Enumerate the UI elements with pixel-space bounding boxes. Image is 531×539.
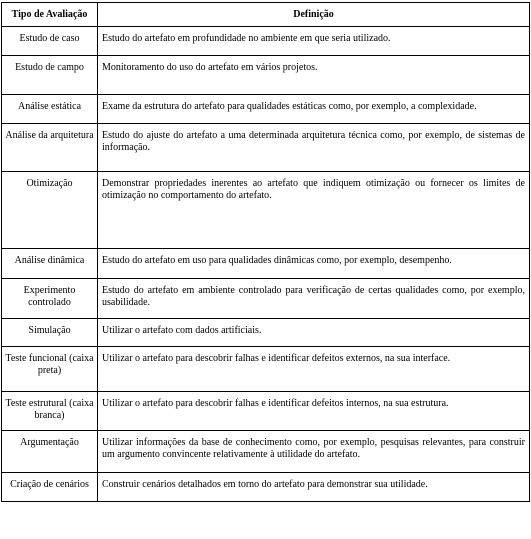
table-row bbox=[2, 27, 530, 56]
row-definition: Construir cenários detalhados em torno do artefato para demonstrar sua utilidade. bbox=[98, 473, 530, 502]
row-term: Criação de cenários bbox=[2, 473, 98, 502]
row-definition: Utilizar o artefato para descobrir falhas e identificar defeitos externos, na sua interface. bbox=[98, 347, 530, 392]
table-row bbox=[2, 124, 530, 172]
row-definition: Monitoramento do uso do artefato em vários projetos. bbox=[98, 56, 530, 95]
row-definition: Estudo do artefato em profundidade no ambiente em que seria utilizado. bbox=[98, 27, 530, 56]
table-header-row bbox=[2, 3, 530, 27]
table-row bbox=[2, 347, 530, 392]
table-row bbox=[2, 319, 530, 347]
row-term: Simulação bbox=[2, 319, 98, 347]
table-row bbox=[2, 172, 530, 249]
evaluation-types-table bbox=[1, 2, 530, 502]
header-definition: Definição bbox=[98, 3, 530, 27]
row-definition: Exame da estrutura do artefato para qualidades estáticas como, por exemplo, a complexidade. bbox=[98, 95, 530, 124]
table-row bbox=[2, 431, 530, 473]
row-definition: Utilizar o artefato para descobrir falhas e identificar defeitos internos, na sua estrutura. bbox=[98, 392, 530, 431]
row-definition: Estudo do artefato em ambiente controlado para verificação de certas qualidades como, por exemplo, usabilidade. bbox=[98, 279, 530, 319]
row-term: Análise dinâmica bbox=[2, 249, 98, 279]
row-definition: Utilizar o artefato com dados artificiais. bbox=[98, 319, 530, 347]
row-term: Teste funcional (caixa preta) bbox=[2, 347, 98, 392]
row-definition: Estudo do artefato em uso para qualidades dinâmicas como, por exemplo, desempenho. bbox=[98, 249, 530, 279]
table-row bbox=[2, 56, 530, 95]
table-row bbox=[2, 95, 530, 124]
table-row bbox=[2, 392, 530, 431]
row-term: Argumentação bbox=[2, 431, 98, 473]
table-row bbox=[2, 279, 530, 319]
row-term: Otimização bbox=[2, 172, 98, 249]
row-definition: Utilizar informações da base de conhecimento como, por exemplo, pesquisas relevantes, para construir um argumento convincente relativamente à utilidade do artefato. bbox=[98, 431, 530, 473]
row-definition: Demonstrar propriedades inerentes ao artefato que indiquem otimização ou fornecer os limites de otimização no comportamento do artefato. bbox=[98, 172, 530, 249]
row-term: Análise da arquitetura bbox=[2, 124, 98, 172]
row-term: Análise estática bbox=[2, 95, 98, 124]
row-term: Teste estrutural (caixa branca) bbox=[2, 392, 98, 431]
table-row bbox=[2, 473, 530, 502]
header-evaluation-type: Tipo de Avaliação bbox=[2, 3, 98, 27]
row-term: Estudo de campo bbox=[2, 56, 98, 95]
row-term: Estudo de caso bbox=[2, 27, 98, 56]
table-row bbox=[2, 249, 530, 279]
row-definition: Estudo do ajuste do artefato a uma determinada arquitetura técnica como, por exemplo, de sistemas de informação. bbox=[98, 124, 530, 172]
row-term: Experimento controlado bbox=[2, 279, 98, 319]
